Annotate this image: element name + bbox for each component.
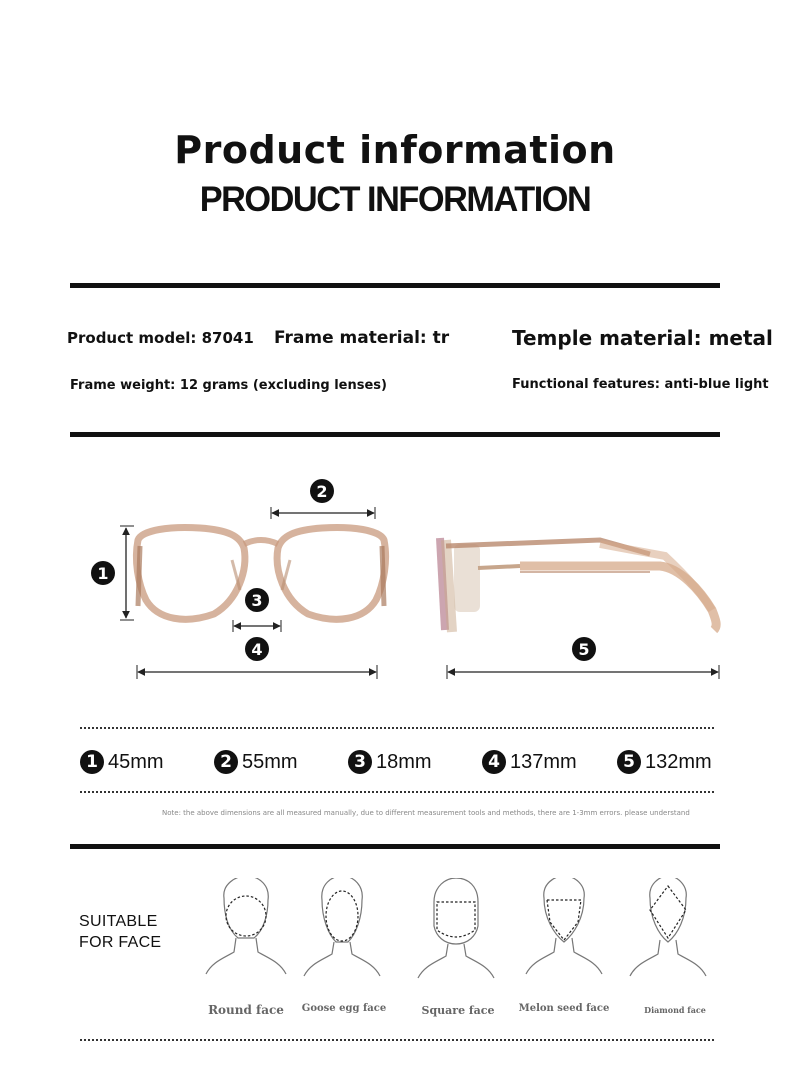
measurement-1-value: 45mm <box>108 750 164 773</box>
marker-1 <box>91 561 115 585</box>
diamond-face-icon <box>630 878 706 976</box>
page-subtitle: PRODUCT INFORMATION <box>199 180 591 219</box>
face-label-melon-seed: Melon seed face <box>518 1003 610 1014</box>
suitable-line-1: SUITABLE <box>79 913 158 930</box>
face-shape-illustrations <box>190 878 730 988</box>
side-view-frame <box>440 538 716 632</box>
measurement-note: Note: the above dimensions are all measured manually, due to different measurement tools and methods, there are 1-3mm errors. please understand <box>162 809 690 817</box>
glasses-dimension-diagram <box>0 460 790 700</box>
measurement-4-value: 137mm <box>510 750 577 773</box>
marker-5 <box>572 637 596 661</box>
dotted-divider <box>80 791 714 793</box>
frame-material: Frame material: tr <box>274 328 450 348</box>
marker-2 <box>310 479 334 503</box>
measurement-1-badge: 1 <box>80 750 104 774</box>
measurement-5-badge: 5 <box>617 750 641 774</box>
measurement-1 <box>80 750 164 774</box>
measurement-3 <box>348 750 432 774</box>
measurement-2-badge: 2 <box>214 750 238 774</box>
marker-5-label: 5 <box>578 640 590 659</box>
face-label-diamond: Diamond face <box>644 1005 706 1015</box>
dotted-divider <box>80 727 714 729</box>
face-label-goose-egg: Goose egg face <box>301 1003 387 1014</box>
page-title: Product information <box>174 128 616 172</box>
measurement-5 <box>617 750 712 774</box>
marker-2-label: 2 <box>316 482 328 501</box>
measurement-4 <box>482 750 577 774</box>
round-face-icon <box>206 878 286 974</box>
marker-3 <box>245 588 269 612</box>
marker-4-label: 4 <box>251 640 263 659</box>
measurement-2 <box>214 750 298 774</box>
functional-features: Functional features: anti-blue light <box>512 377 769 392</box>
suitable-heading <box>79 911 161 953</box>
dotted-divider <box>80 1039 714 1041</box>
face-label-round: Round face <box>208 1003 284 1017</box>
square-face-icon <box>418 878 494 978</box>
measurement-3-badge: 3 <box>348 750 372 774</box>
marker-3-label: 3 <box>251 591 263 610</box>
goose-egg-face-icon <box>304 878 380 976</box>
measurement-5-value: 132mm <box>645 750 712 773</box>
mid-divider <box>70 432 720 437</box>
marker-4 <box>245 637 269 661</box>
top-divider <box>70 283 720 288</box>
measurement-3-value: 18mm <box>376 750 432 773</box>
suitable-line-2: FOR FACE <box>79 934 162 951</box>
melon-seed-face-icon <box>526 878 602 974</box>
temple-material: Temple material: metal <box>512 326 773 350</box>
measurement-4-badge: 4 <box>482 750 506 774</box>
marker-1-label: 1 <box>97 564 109 583</box>
product-model: Product model: 87041 <box>67 329 254 347</box>
measurement-2-value: 55mm <box>242 750 298 773</box>
face-label-square: Square face <box>421 1004 495 1017</box>
bottom-divider <box>70 844 720 849</box>
frame-weight: Frame weight: 12 grams (excluding lenses) <box>70 378 387 393</box>
